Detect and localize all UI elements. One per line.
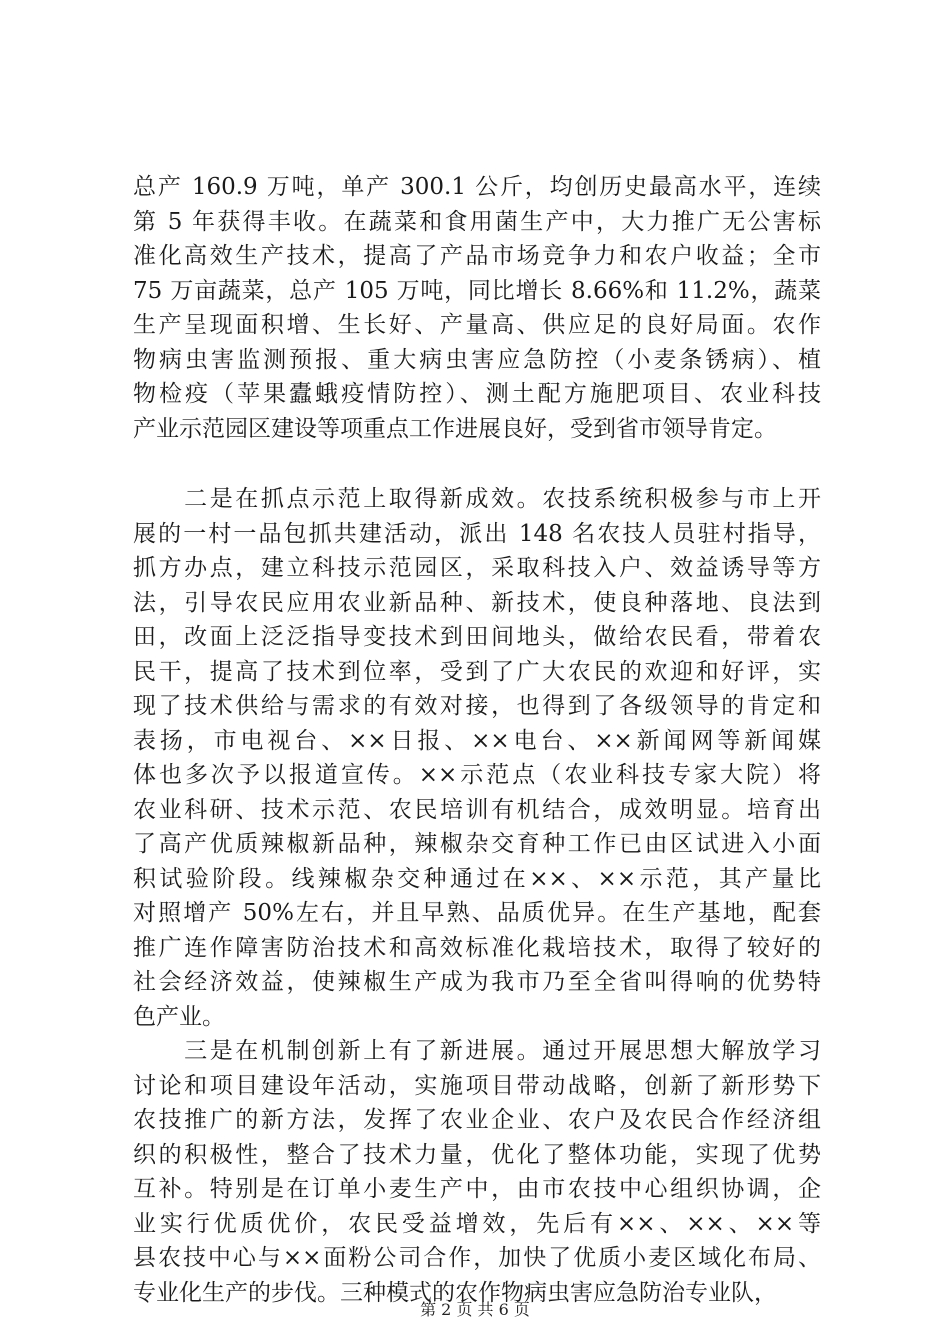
text-line: 体也多次予以报道宣传。××示范点（农业科技专家大院）将 xyxy=(133,762,821,788)
text-line: 业实行优质优价，农民受益增效，先后有××、××、××等 xyxy=(133,1210,821,1237)
document-body xyxy=(133,170,821,1310)
text-line: 了高产优质辣椒新品种，辣椒杂交育种工作已由区试进入小面 xyxy=(133,831,821,857)
text-line: 专业化生产的步伐。三种模式的农作物病虫害应急防治专业队， xyxy=(133,1279,777,1306)
text-line: 展的一村一品包抓共建活动，派出 148 名农技人员驻村指导， xyxy=(133,520,821,547)
text-line: 民干，提高了技术到位率，受到了广大农民的欢迎和好评，实 xyxy=(133,658,821,685)
paragraph-gap xyxy=(133,446,821,482)
text-line: 现了技术供给与需求的有效对接，也得到了各级领导的肯定和 xyxy=(133,693,821,719)
text-line: 织的积极性，整合了技术力量，优化了整体功能，实现了优势 xyxy=(133,1141,821,1168)
text-line: 二是在抓点示范上取得新成效。农技系统积极参与市上开 xyxy=(133,486,821,512)
text-line: 色产业。 xyxy=(133,1003,225,1030)
text-line: 生产呈现面积增、生长好、产量高、供应足的良好局面。农作 xyxy=(133,312,821,338)
text-line: 法，引导农民应用农业新品种、新技术，使良种落地、良法到 xyxy=(133,589,821,616)
text-line: 农技推广的新方法，发挥了农业企业、农户及农民合作经济组 xyxy=(133,1107,821,1133)
paragraph-2 xyxy=(133,482,821,1034)
paragraph-3 xyxy=(133,1034,821,1310)
text-line: 总产 160.9 万吨，单产 300.1 公斤，均创历史最高水平，连续 xyxy=(133,174,821,200)
text-line: 县农技中心与××面粉公司合作，加快了优质小麦区域化布局、 xyxy=(133,1245,821,1271)
text-line: 物病虫害监测预报、重大病虫害应急防控（小麦条锈病）、植 xyxy=(133,346,821,373)
text-line: 农业科研、技术示范、农民培训有机结合，成效明显。培育出 xyxy=(133,796,821,823)
text-line: 表扬，市电视台、××日报、××电台、××新闻网等新闻媒 xyxy=(133,727,821,754)
text-line: 物检疫（苹果蠹蛾疫情防控）、测土配方施肥项目、农业科技 xyxy=(133,381,821,407)
text-line: 对照增产 50%左右，并且早熟、品质优异。在生产基地，配套 xyxy=(133,900,821,926)
text-line: 产业示范园区建设等项重点工作进展良好，受到省市领导肯定。 xyxy=(133,415,777,442)
text-line: 准化高效生产技术，提高了产品市场竞争力和农户收益；全市 xyxy=(133,243,821,269)
text-line: 推广连作障害防治技术和高效标准化栽培技术，取得了较好的 xyxy=(133,934,821,961)
text-line: 田，改面上泛泛指导变技术到田间地头，做给农民看，带着农 xyxy=(133,624,821,650)
page-footer: 第 2 页 共 6 页 xyxy=(420,1300,530,1319)
text-line: 互补。特别是在订单小麦生产中，由市农技中心组织协调，企 xyxy=(133,1176,821,1202)
text-line: 积试验阶段。线辣椒杂交种通过在××、××示范，其产量比 xyxy=(133,865,821,892)
text-line: 社会经济效益，使辣椒生产成为我市乃至全省叫得响的优势特 xyxy=(133,969,821,995)
text-line: 三是在机制创新上有了新进展。通过开展思想大解放学习 xyxy=(133,1038,821,1064)
paragraph-1 xyxy=(133,170,821,446)
text-line: 抓方办点，建立科技示范园区，采取科技入户、效益诱导等方 xyxy=(133,555,821,581)
text-line: 75 万亩蔬菜，总产 105 万吨，同比增长 8.66%和 11.2%，蔬菜 xyxy=(133,277,821,304)
text-line: 第 5 年获得丰收。在蔬菜和食用菌生产中，大力推广无公害标 xyxy=(133,208,821,235)
text-line: 讨论和项目建设年活动，实施项目带动战略，创新了新形势下 xyxy=(133,1072,821,1099)
